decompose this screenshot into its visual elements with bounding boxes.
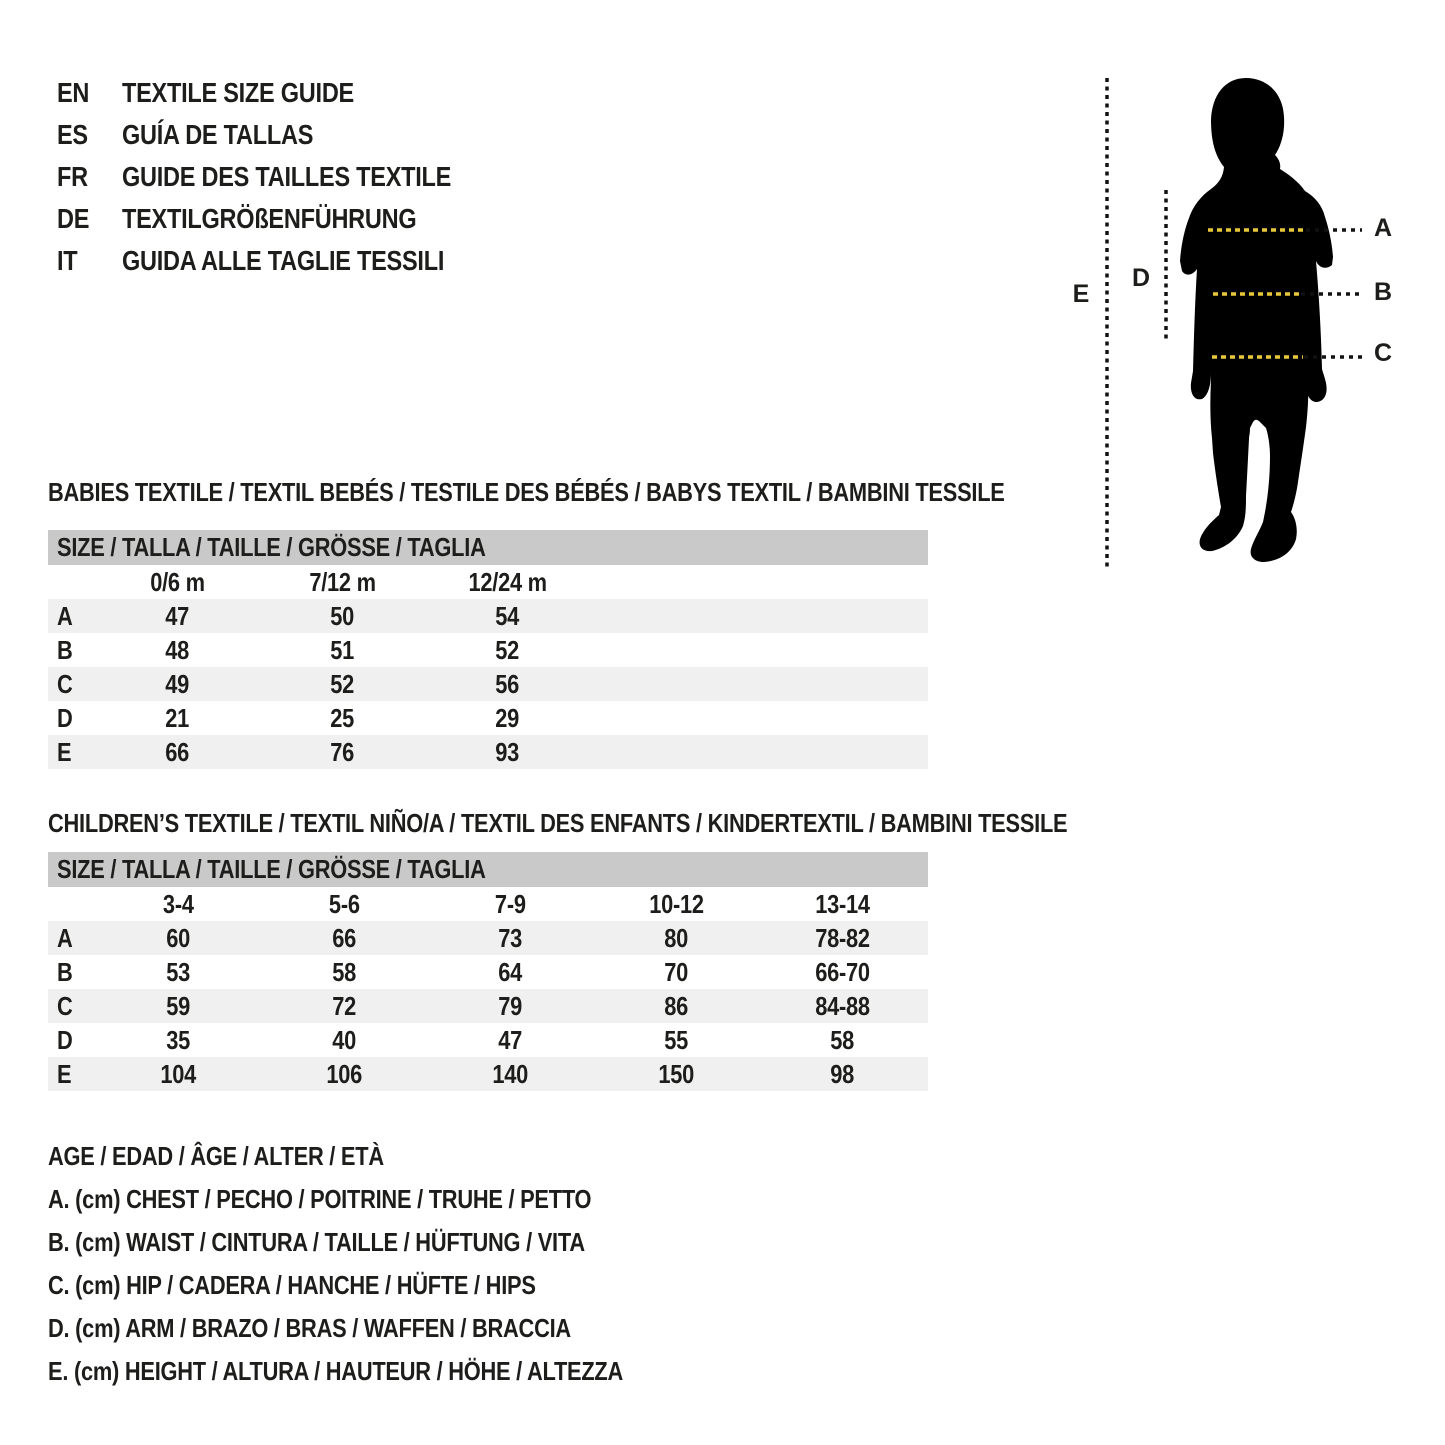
- cell-text: 76: [330, 736, 355, 767]
- table-row-b: [48, 955, 928, 989]
- table-cell: [260, 635, 425, 666]
- language-code: [57, 161, 122, 193]
- table-cell: [95, 635, 260, 666]
- table-cell: [95, 601, 260, 632]
- cell-text: 72: [332, 990, 356, 1021]
- row-label: [48, 635, 95, 666]
- table-cell: [425, 703, 590, 734]
- cell-text: 50: [330, 600, 355, 631]
- cell-text: 47: [498, 1024, 522, 1055]
- column-header: [95, 567, 260, 598]
- legend-text: AGE / EDAD / ÂGE / ALTER / ETÀ: [48, 1140, 384, 1171]
- cell-text: 93: [495, 736, 520, 767]
- size-header-text: SIZE / TALLA / TAILLE / GRÖSSE / TAGLIA: [57, 532, 486, 562]
- column-header-text: 5-6: [328, 888, 360, 919]
- language-title-list: [57, 72, 514, 282]
- babies-column-header-row: [48, 565, 928, 599]
- language-title: GUIDE DES TAILLES TEXTILE: [122, 161, 452, 192]
- measurement-legend: [48, 1139, 733, 1397]
- child-silhouette: [1180, 78, 1333, 562]
- cell-text: 25: [330, 702, 355, 733]
- column-header-text: 7-9: [494, 888, 526, 919]
- row-label-text: D: [57, 1024, 73, 1055]
- cell-text: 79: [498, 990, 522, 1021]
- cell-text: 21: [165, 702, 190, 733]
- table-row-a: [48, 921, 928, 955]
- cell-text: 84-88: [814, 990, 870, 1021]
- table-cell: [261, 923, 427, 954]
- figure-label-chest-a: A: [1373, 214, 1393, 242]
- table-cell: [759, 991, 925, 1022]
- row-label-text: B: [57, 956, 73, 987]
- table-row-b: [48, 633, 928, 667]
- figure-label-waist-b: B: [1373, 278, 1393, 306]
- table-cell: [260, 669, 425, 700]
- legend-text: C. (cm) HIP / CADERA / HANCHE / HÜFTE / HIPS: [48, 1269, 536, 1300]
- row-label-text: E: [57, 1058, 72, 1089]
- language-title: TEXTILE SIZE GUIDE: [122, 77, 354, 108]
- table-cell: [593, 957, 759, 988]
- children-section-heading: [48, 806, 1262, 840]
- row-label: [48, 703, 95, 734]
- row-label-text: A: [57, 922, 73, 953]
- row-label-text: B: [57, 634, 73, 665]
- cell-text: 78-82: [814, 922, 870, 953]
- column-header: [425, 567, 590, 598]
- language-title: GUÍA DE TALLAS: [122, 119, 314, 150]
- table-cell: [260, 703, 425, 734]
- column-header: [593, 889, 759, 920]
- table-row-d: [48, 1023, 928, 1057]
- table-cell: [425, 635, 590, 666]
- cell-text: 80: [664, 922, 688, 953]
- table-row-d: [48, 701, 928, 735]
- language-title: TEXTILGRÖßENFÜHRUNG: [122, 203, 417, 234]
- table-cell: [95, 1025, 261, 1056]
- language-code: [57, 203, 122, 235]
- cell-text: 58: [830, 1024, 854, 1055]
- row-label-text: A: [57, 600, 73, 631]
- cell-text: 51: [330, 634, 355, 665]
- cell-text: 73: [498, 922, 522, 953]
- row-label: [48, 1059, 95, 1090]
- legend-text: E. (cm) HEIGHT / ALTURA / HAUTEUR / HÖHE / ALTEZZA: [48, 1355, 624, 1386]
- column-header-text: 3-4: [162, 888, 194, 919]
- cell-text: 56: [495, 668, 520, 699]
- cell-text: 66: [332, 922, 356, 953]
- table-row-e: [48, 735, 928, 769]
- table-cell: [759, 957, 925, 988]
- table-cell: [261, 957, 427, 988]
- figure-label-hip-c: C: [1373, 339, 1393, 367]
- table-cell: [260, 737, 425, 768]
- row-label: [48, 601, 95, 632]
- table-cell: [425, 737, 590, 768]
- cell-text: 66: [165, 736, 190, 767]
- column-header-text: 0/6 m: [150, 566, 205, 597]
- table-cell: [425, 669, 590, 700]
- children-size-table: [48, 852, 928, 1091]
- row-label: [48, 1025, 95, 1056]
- babies-section-heading: [48, 475, 1187, 509]
- table-cell: [95, 923, 261, 954]
- language-code: [57, 245, 122, 277]
- cell-text: 150: [658, 1058, 694, 1089]
- legend-arm-line: [48, 1311, 733, 1345]
- table-cell: [95, 991, 261, 1022]
- row-label: [48, 991, 95, 1022]
- legend-height-line: [48, 1354, 733, 1388]
- babies-size-header-bar: [48, 530, 928, 565]
- language-code: [57, 119, 122, 151]
- legend-text: D. (cm) ARM / BRAZO / BRAS / WAFFEN / BRACCIA: [48, 1312, 571, 1343]
- cell-text: 59: [166, 990, 190, 1021]
- cell-text: 98: [830, 1058, 854, 1089]
- column-header: [95, 889, 261, 920]
- cell-text: 47: [165, 600, 190, 631]
- cell-text: 53: [166, 956, 190, 987]
- column-header-text: 13-14: [814, 888, 870, 919]
- language-code-text: EN: [57, 77, 90, 108]
- row-label-text: D: [57, 702, 73, 733]
- language-title: GUIDA ALLE TAGLIE TESSILI: [122, 245, 445, 276]
- cell-text: 70: [664, 956, 688, 987]
- column-header: [261, 889, 427, 920]
- language-code-text: FR: [57, 161, 88, 192]
- table-cell: [593, 1059, 759, 1090]
- cell-text: 54: [495, 600, 520, 631]
- legend-chest-line: [48, 1182, 733, 1216]
- cell-text: 106: [326, 1058, 362, 1089]
- cell-text: 55: [664, 1024, 688, 1055]
- legend-age-line: [48, 1139, 733, 1173]
- column-header-text: 7/12 m: [309, 566, 376, 597]
- cell-text: 48: [165, 634, 190, 665]
- children-section-heading-text: CHILDREN’S TEXTILE / TEXTIL NIÑO/A / TEXTIL DES ENFANTS / KINDERTEXTIL / BAMBINI TESSILE: [48, 807, 1068, 838]
- table-cell: [261, 991, 427, 1022]
- row-label-text: C: [57, 990, 73, 1021]
- cell-text: 64: [498, 956, 522, 987]
- table-cell: [95, 669, 260, 700]
- column-header-text: 12/24 m: [468, 566, 547, 597]
- cell-text: 86: [664, 990, 688, 1021]
- table-row-c: [48, 667, 928, 701]
- children-column-header-row: [48, 887, 928, 921]
- table-cell: [759, 923, 925, 954]
- size-header-text: SIZE / TALLA / TAILLE / GRÖSSE / TAGLIA: [57, 854, 486, 884]
- row-label-text: E: [57, 736, 72, 767]
- table-cell: [427, 1025, 593, 1056]
- cell-text: 49: [165, 668, 190, 699]
- figure-label-arm-d: D: [1131, 264, 1151, 292]
- language-row-de: [57, 198, 514, 240]
- language-row-en: [57, 72, 514, 114]
- table-row-a: [48, 599, 928, 633]
- babies-section-heading-text: BABIES TEXTILE / TEXTIL BEBÉS / TESTILE DES BÉBÉS / BABYS TEXTIL / BAMBINI TESSILE: [48, 476, 1005, 507]
- cell-text: 35: [166, 1024, 190, 1055]
- language-row-es: [57, 114, 514, 156]
- table-cell: [593, 1025, 759, 1056]
- language-code-text: IT: [57, 245, 78, 276]
- table-row-e: [48, 1057, 928, 1091]
- table-cell: [95, 1059, 261, 1090]
- row-label: [48, 957, 95, 988]
- figure-label-height-e: E: [1072, 280, 1090, 308]
- column-header: [260, 567, 425, 598]
- language-row-it: [57, 240, 514, 282]
- table-cell: [95, 703, 260, 734]
- cell-text: 29: [495, 702, 520, 733]
- cell-text: 60: [166, 922, 190, 953]
- table-cell: [95, 737, 260, 768]
- legend-hip-line: [48, 1268, 733, 1302]
- language-row-fr: [57, 156, 514, 198]
- cell-text: 66-70: [814, 956, 870, 987]
- column-header: [427, 889, 593, 920]
- table-cell: [425, 601, 590, 632]
- table-cell: [261, 1059, 427, 1090]
- table-cell: [427, 1059, 593, 1090]
- row-label: [48, 737, 95, 768]
- table-cell: [260, 601, 425, 632]
- table-cell: [427, 991, 593, 1022]
- row-label-text: C: [57, 668, 73, 699]
- cell-text: 58: [332, 956, 356, 987]
- table-cell: [593, 991, 759, 1022]
- cell-text: 52: [330, 668, 355, 699]
- cell-text: 140: [492, 1058, 528, 1089]
- row-label: [48, 669, 95, 700]
- column-header-text: 10-12: [648, 888, 704, 919]
- language-code-text: ES: [57, 119, 88, 150]
- table-row-c: [48, 989, 928, 1023]
- language-code: [57, 77, 122, 109]
- cell-text: 52: [495, 634, 520, 665]
- column-header: [759, 889, 925, 920]
- table-cell: [759, 1025, 925, 1056]
- children-size-header-bar: [48, 852, 928, 887]
- language-code-text: DE: [57, 203, 90, 234]
- table-cell: [593, 923, 759, 954]
- table-cell: [427, 957, 593, 988]
- legend-text: B. (cm) WAIST / CINTURA / TAILLE / HÜFTUNG / VITA: [48, 1226, 585, 1257]
- babies-size-table: [48, 530, 928, 769]
- row-label: [48, 923, 95, 954]
- table-cell: [427, 923, 593, 954]
- cell-text: 104: [160, 1058, 196, 1089]
- table-cell: [759, 1059, 925, 1090]
- table-cell: [95, 957, 261, 988]
- table-cell: [261, 1025, 427, 1056]
- cell-text: 40: [332, 1024, 356, 1055]
- legend-text: A. (cm) CHEST / PECHO / POITRINE / TRUHE / PETTO: [48, 1183, 592, 1214]
- legend-waist-line: [48, 1225, 733, 1259]
